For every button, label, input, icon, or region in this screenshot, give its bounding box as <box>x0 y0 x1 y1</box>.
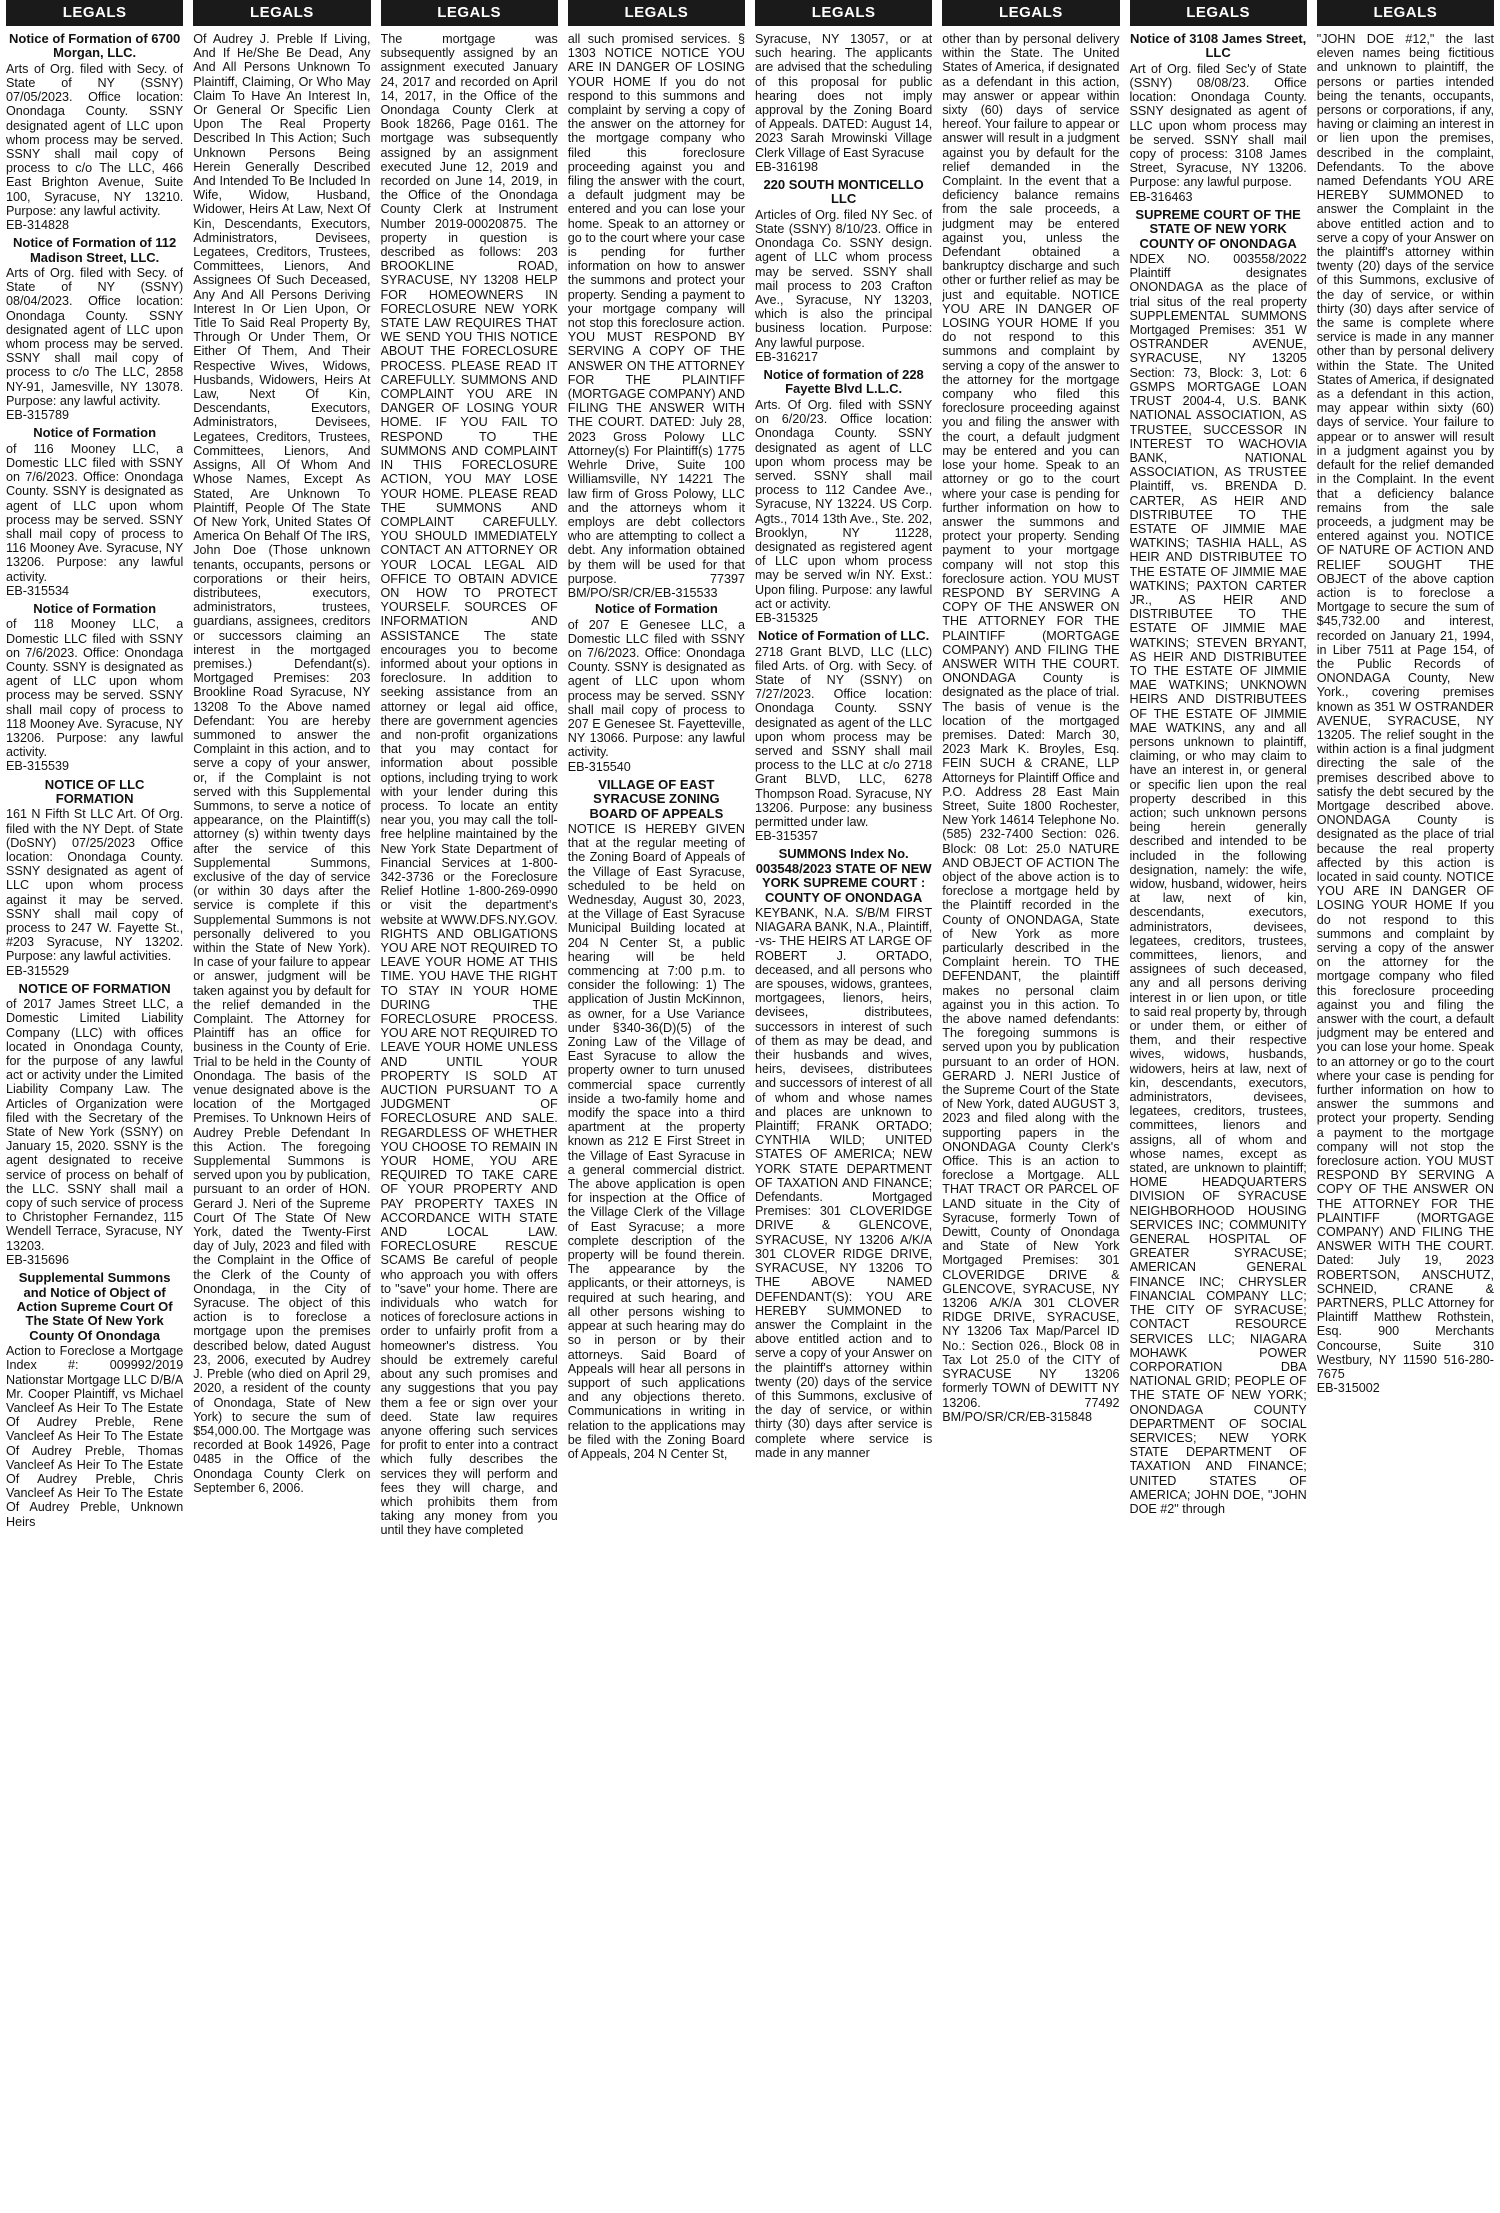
notice-id: EB-316217 <box>755 349 819 364</box>
column-header: LEGALS <box>1130 0 1307 26</box>
notice-id: EB-315357 <box>755 829 819 844</box>
notice-title: Notice of Formation of 6700 Morgan, LLC. <box>9 31 181 61</box>
column-header: LEGALS <box>755 0 932 26</box>
legal-notice <box>568 778 745 1461</box>
legal-notice <box>755 178 932 364</box>
notice-body: Syracuse, NY 13057, or at such hearing. The applicants are advised that the scheduling of this proposal for public hearing does not imply approval by the Zoning Board of Appeals. DATED: August 14, 2023 Sarah Mrowinski Village Clerk Village of East Syracuse <box>755 32 933 160</box>
legal-notice <box>755 32 932 174</box>
notice-list <box>1317 32 1494 1396</box>
notice-id: EB-315696 <box>6 1252 70 1267</box>
notice-body: Of Audrey J. Preble If Living, And If He/She Be Dead, Any And All Persons Unknown To Plaintiff, Claiming, Or Who May Claim To Have An Interest In, Or General Or Specific Lien Upon The Real Property Described In This Action; Such Unknown Persons Being Herein Generally Described And Intended To Be Included In Wife, Widow, Husband, Widower, Heirs At Law, Next Of Kin, Descendants, Executors, Administrators, Devisees, Legatees, Creditors, Trustees, Committees, Lienors, And Assignees Of Such Deceased, Any And All Persons Deriving Interest In Or Lien Upon, Or Title To Said Real Property By, Through Or Under Them, Or Either Of Them, And Their Respective Wives, Widows, Husbands, Widowers, Heirs At Law, Next Of Kin, Descendants, Executors, Administrators, Devisees, Legatees, Creditors, Trustees, Committees, Lienors, And Assigns, All Of Whom And Whose Names, Except As Stated, Are Unknown To Plaintiff, People Of The State Of New York, United States Of America On Behalf Of The IRS, John Doe (Those unknown tenants, occupants, persons or corporations or their heirs, distributees, executors, administrators, trustees, guardians, assignees, creditors or successors claiming an interest in the mortgaged premises.) Defendant(s). Mortgaged Premises: 203 Brookline Road Syracuse, NY 13208 To the Above named Defendant: You are hereby summoned to answer the Complaint in this action, and to serve a copy of your answer, or, if the Complaint is not served with this Supplemental Summons, to serve a notice of appearance, on the Plaintiff(s) attorney (s) within twenty days after the service of this Supplemental Summons, exclusive of the day of service (or within 30 days after the service is complete if this Supplemental Summons is not personally delivered to you within the State of New York). In case of your failure to appear or answer, judgment will be taken against you by default for the relief demanded in the Complaint. The Attorney for Plaintiff has an office for business in the County of Erie. Trial to be held in the County of Onondaga. The basis of the venue designated above is the location of the Mortgaged Premises. To Unknown Heirs of Audrey Preble Defendant In this Action. The foregoing Supplemental Summons is served upon you by publication, pursuant to an order of HON. Gerard J. Neri of the Supreme Court Of The State Of New York, dated the Twenty-First day of July, 2023 and filed with the Complaint in the Office of the Clerk of the County of Onondaga, in the City of Syracuse. The object of this action is to foreclose a mortgage upon the premises described below, dated August 23, 2006, executed by Audrey J. Preble (who died on April 29, 2020, a resident of the county of Onondaga, State of New York) to secure the sum of $54,000.00. The Mortgage was recorded at Book 14926, Page 0485 in the Office of the Onondaga County Clerk on September 6, 2006. <box>193 32 371 1495</box>
notice-id: EB-315529 <box>6 963 70 978</box>
notice-body: Arts of Org. filed with Secy. of State of NY (SSNY) 08/04/2023. Office location: Onondaga County. SSNY designated agent of LLC upon whom process may be served. SSNY shall mail copy of process to c/o The LLC, 2858 NY-91, Jamesville, NY 13078. Purpose: any lawful activity. <box>6 266 184 408</box>
legal-notice <box>755 629 932 843</box>
notice-id: EB-315534 <box>6 583 70 598</box>
notice-title: SUMMONS Index No. 003548/2023 STATE OF NEW YORK SUPREME COURT : COUNTY OF ONONDAGA <box>755 846 932 905</box>
notice-body: Action to Foreclose a Mortgage Index #: 009992/2019 Nationstar Mortgage LLC D/B/A Mr. Cooper Plaintiff, vs Michael Vancleef As Heir To The Estate Of Audrey Preble, Rene Vancleef As Heir To The Estate Of Audrey Preble, Thomas Vancleef As Heir To The Estate Of Audrey Preble, Chris Vancleef As Heir To The Estate Of Audrey Preble, Unknown Heirs <box>6 1344 184 1529</box>
column-header: LEGALS <box>568 0 745 26</box>
notice-title: Notice of Formation <box>594 601 718 617</box>
notice-body: of 116 Mooney LLC, a Domestic LLC filed with SSNY on 7/6/2023. Office: Onondaga County. SSNY is designated as agent of LLC upon whom process may be served. SSNY shall mail copy of process to 116 Mooney Ave. Syracuse, NY 13206. Purpose: any lawful activity. <box>6 441 184 584</box>
notice-body: Arts. Of Org. filed with SSNY on 6/20/23. Office location: Onondaga County. SSNY designated as agent of LLC upon whom process may be served. SSNY shall mail process to 112 Candee Ave., Syracuse, NY 13224. US Corp. Agts., 7014 13th Ave., Ste. 202, Brooklyn, NY 11228, designated as registered agent of LLC upon whom process may be served w/in NY. Exst.: Upon filing. Purpose: any lawful act or activity. <box>755 397 933 611</box>
legal-notice <box>193 32 370 1495</box>
notice-body: of 2017 James Street LLC, a Domestic Limited Liability Company (LLC) with offices located in Onondaga County, for the purpose of any lawful act or activity under the Limited Liability Company Law. The Articles of Organization were filed with the Secretary of the State of New York (SSNY) on January 15, 2020. SSNY is the agent designated to receive service of process on behalf of the LLC. SSNY shall mail a copy of such service of process to Christopher Fernandez, 115 Wendell Terrace, Syracuse, NY 13203. <box>6 997 184 1253</box>
notice-body: The mortgage was subsequently assigned by an assignment executed January 24, 2017 and recorded on April 14, 2017, in the Office of the Onondaga County Clerk at Book 18266, Page 0161. The mortgage was subsequently assigned by an assignment executed June 12, 2019 and recorded on June 14, 2019, in the Office of the Onondaga County Clerk at Instrument Number 2019-00020875. The property in question is described as follows: 203 BROOKLINE ROAD, SYRACUSE, NY 13208 HELP FOR HOMEOWNERS IN FORECLOSURE NEW YORK STATE LAW REQUIRES THAT WE SEND YOU THIS NOTICE ABOUT THE FORECLOSURE PROCESS. PLEASE READ IT CAREFULLY. SUMMONS AND COMPLAINT YOU ARE IN DANGER OF LOSING YOUR HOME. IF YOU FAIL TO RESPOND TO THE SUMMONS AND COMPLAINT IN THIS FORECLOSURE ACTION, YOU MAY LOSE YOUR HOME. PLEASE READ THE SUMMONS AND COMPLAINT CAREFULLY. YOU SHOULD IMMEDIATELY CONTACT AN ATTORNEY OR YOUR LOCAL LEGAL AID OFFICE TO OBTAIN ADVICE ON HOW TO PROTECT YOURSELF. SOURCES OF INFORMATION AND ASSISTANCE The state encourages you to become informed about your options in foreclosure. In addition to seeking assistance from an attorney or legal aid office, there are government agencies and non-profit organizations that you may contact for information about possible options, including trying to work with your lender during this process. To locate an entity near you, you may call the toll-free helpline maintained by the New York State Department of Financial Services at 1-800-342-3736 or the Foreclosure Relief Hotline 1-800-269-0990 or visit the department's website at WWW.DFS.NY.GOV. RIGHTS AND OBLIGATIONS YOU ARE NOT REQUIRED TO LEAVE YOUR HOME AT THIS TIME. YOU HAVE THE RIGHT TO STAY IN YOUR HOME DURING THE FORECLOSURE PROCESS. YOU ARE NOT REQUIRED TO LEAVE YOUR HOME UNLESS AND UNTIL YOUR PROPERTY IS SOLD AT AUCTION PURSUANT TO A JUDGMENT OF FORECLOSURE AND SALE. REGARDLESS OF WHETHER YOU CHOOSE TO REMAIN IN YOUR HOME, YOU ARE REQUIRED TO TAKE CARE OF YOUR PROPERTY AND PAY PROPERTY TAXES IN ACCORDANCE WITH STATE AND LOCAL LAW. FORECLOSURE RESCUE SCAMS Be careful of people who approach you with offers to "save" your home. There are individuals who watch for notices of foreclosure actions in order to unfairly profit from a homeowner's distress. You should be extremely careful about any such promises and any suggestions that you pay them a fee or sign over your deed. State law requires anyone offering such services for profit to enter into a contract which fully describes the services they will perform and fees they will charge, and which prohibits them from taking any money from you until they have completed <box>380 32 558 1538</box>
notice-list <box>1130 32 1307 1516</box>
notice-id: EB-315789 <box>6 408 70 423</box>
notice-title: Notice of formation of 228 Fayette Blvd L.L.C. <box>763 367 924 397</box>
legal-notice <box>6 236 183 422</box>
notice-body: NOTICE IS HEREBY GIVEN that at the regular meeting of the Zoning Board of Appeals of the Village of East Syracuse, scheduled to be held on Wednesday, August 30, 2023, at the Village of East Syracuse Municipal Building located at 204 N Center St, a public hearing will be held commencing at 7:00 p.m. to consider the following: 1) The application of Justin McKinnon, as owner, for a Use Variance under §340-36(D)(5) of the Zoning Law of the Village of East Syracuse to allow the property owner to turn unused commercial space currently inside a two-family home and modify the space into a third apartment at the property known as 212 E First Street in the Village of East Syracuse in a general commercial district. The above application is open for inspection at the Office of the Village Clerk of the Village of East Syracuse; a more complete description of the property will be found therein. The appearance by the applicants, or their attorneys, is required at such hearing, and all other persons wishing to appear at such hearing may do so in person or by their attorneys. Said Board of Appeals will hear all persons in support of such applications and any objections thereto. Communications in writing in relation to the applications may be filed with the Zoning Board of Appeals, 204 N Center St, <box>567 821 745 1461</box>
notice-list <box>755 32 932 1460</box>
legals-column-5 <box>755 0 932 2213</box>
legal-notice <box>1317 32 1494 1396</box>
notice-body: Articles of Org. filed NY Sec. of State (SSNY) 8/10/23. Office in Onondaga Co. SSNY design. agent of LLC whom process may be served. SSNY shall mail process to 203 Crafton Ave., Syracuse, NY 13203, which is also the principal business location. Purpose: Any lawful purpose. <box>755 207 933 350</box>
notice-body: Art of Org. filed Sec'y of State (SSNY) 08/08/23. Office location: Onondaga County. SSNY designated as agent of LLC upon whom process may be served. SSNY shall mail copy of process: 3108 James Street, Syracuse, NY 13206. Purpose: any lawful purpose. <box>1129 61 1307 190</box>
notice-list <box>942 32 1119 1424</box>
notice-id: EB-315539 <box>6 759 70 774</box>
notice-id: EB-315540 <box>567 759 631 774</box>
legal-notice <box>381 32 558 1538</box>
legals-column-7 <box>1130 0 1307 2213</box>
notice-title: 220 SOUTH MONTICELLO LLC <box>763 177 924 207</box>
legal-notice <box>6 426 183 598</box>
notice-title: Notice of Formation <box>33 425 157 441</box>
column-header: LEGALS <box>942 0 1119 26</box>
notice-title: Notice of 3108 James Street, LLC <box>1129 31 1307 61</box>
legals-column-3 <box>381 0 558 2213</box>
notice-list <box>193 32 370 1495</box>
notice-title: NOTICE OF LLC FORMATION <box>44 776 145 806</box>
notice-id: EB-315325 <box>755 610 819 625</box>
notice-id: EB-314828 <box>6 218 70 233</box>
legal-notice <box>942 32 1119 1424</box>
notice-body: of 118 Mooney LLC, a Domestic LLC filed with SSNY on 7/6/2023. Office: Onondaga County. SSNY is designated as agent of LLC upon whom process may be served. SSNY shall mail copy of process to 118 Mooney Ave. Syracuse, NY 13206. Purpose: any lawful activity. <box>6 617 184 760</box>
notice-body: "JOHN DOE #12," the last eleven names being fictitious and unknown to plaintiff, the persons or parties intended being the tenants, occupants, persons or corporations, if any, having or claiming an interest in or lien upon the premises, described in the complaint, Defendants. To the above named Defendants YOU ARE HEREBY SUMMONED to answer the Complaint in the above entitled action and to serve a copy of your Answer on the plaintiff's attorney within twenty (20) days of the service of this Summons, exclusive of the day of service, or within thirty (30) days after service of the same is complete where service is made in any manner other than by personal delivery within the State. The United States of America, if designated as a defendant in this action, may appear within sixty (60) days of service. Your failure to appear or to answer will result in a judgment against you by default for the relief demanded in the Complaint. In the event that a deficiency balance remains from the sale proceeds, a judgment may be entered against you. NOTICE OF NATURE OF ACTION AND RELIEF SOUGHT THE OBJECT of the above caption action is to foreclose a Mortgage to secure the sum of $45,732.00 and interest, recorded on January 21, 1994, in Liber 7511 at Page 154, of the Public Records of ONONDAGA County, New York., covering premises known as 351 W OSTRANDER AVENUE, SYRACUSE, NY 13205. The relief sought in the within action is a final judgment directing the sale of the premises described above to satisfy the debt secured by the Mortgage described above. ONONDAGA County is designated as the place of trial because the real property affected by this action is located in said county. NOTICE YOU ARE IN DANGER OF LOSING YOUR HOME If you do not respond to this summons and complaint by serving a copy of the answer on the attorney for the mortgage company who filed this foreclosure proceeding against you and filing the answer with the court, a default judgment may be entered and you can lose your home. Speak to an attorney or go to the court where your case is pending for further information on how to answer the summons and protect your property. Sending a payment to the mortgage company will not stop the foreclosure action. YOU MUST RESPOND BY SERVING A COPY OF THE ANSWER ON THE ATTORNEY FOR THE PLAINTIFF (MORTGAGE COMPANY) AND FILING THE ANSWER WITH THE COURT. Dated: July 19, 2023 ROBERTSON, ANSCHUTZ, SCHNEID, CRANE & PARTNERS, PLLC Attorney for Plaintiff Matthew Rothstein, Esq. 900 Merchants Concourse, Suite 310 Westbury, NY 11590 516-280-7675 <box>1316 32 1494 1382</box>
notice-title: NOTICE OF FORMATION <box>18 980 171 996</box>
notice-body: other than by personal delivery within the State. The United States of America, if designated as a defendant in this action, may answer or appear within sixty (60) days of service hereof. Your failure to appear or answer will result in a judgment against you by default for the relief demanded in the Complaint. In the event that a deficiency balance remains from the sale proceeds, a judgment may be entered against you, unless the Defendant obtained a bankruptcy discharge and such other or further relief as may be just and equitable. NOTICE YOU ARE IN DANGER OF LOSING YOUR HOME If you do not respond to this summons and complaint by serving a copy of the answer to the attorney for the mortgage company who filed this foreclosure proceeding against you and filing the answer with the court, a default judgment may be entered and you can lose your home. Speak to an attorney or go to the court where your case is pending for further information on how to answer the summons and protect your property. Sending payment to your mortgage company will not stop this foreclosure action. YOU MUST RESPOND BY SERVING A COPY OF THE ANSWER ON THE ATTORNEY FOR THE PLAINTIFF (MORTGAGE COMPANY) AND FILING THE ANSWER WITH THE COURT. ONONDAGA County is designated as the place of trial. The basis of venue is the location of the mortgaged premises. Dated: March 30, 2023 Mark K. Broyles, Esq. FEIN SUCH & CRANE, LLP Attorneys for Plaintiff Office and P.O. Address 28 East Main Street, Suite 1800 Rochester, New York 14614 Telephone No. (585) 232-7400 Section: 026. Block: 08 Lot: 25.0 NATURE AND OBJECT OF ACTION The object of the above action is to foreclose a mortgage held by the Plaintiff recorded in the County of ONONDAGA, State of New York as more particularly described in the Complaint herein. TO THE DEFENDANT, the plaintiff makes no personal claim against you in this action. To the above named defendants: The foregoing summons is served upon you by publication pursuant to an order of HON. GERARD J. NERI Justice of the Supreme Court of the State of New York, dated AUGUST 3, 2023 and filed along with the supporting papers in the ONONDAGA County Clerk's Office. This is an action to foreclose a Mortgage. ALL THAT TRACT OR PARCEL OF LAND situate in the City of Syracuse, formerly Town of Dewitt, County of Onondaga and State of New York Mortgaged Premises: 301 CLOVERIDGE DRIVE & GLENCOVE, SYRACUSE, NY 13206 A/K/A 301 CLOVER RIDGE DRIVE, SYRACUSE, NY 13206 Tax Map/Parcel ID No.: Section 026., Block 08 in Tax Lot 25.0 of the CITY of SYRACUSE NY 13206 formerly TOWN of DEWITT NY 13206. 77492 BM/PO/SR/CR/EB-315848 <box>942 32 1120 1424</box>
legal-notice <box>6 778 183 978</box>
column-header: LEGALS <box>6 0 183 26</box>
notice-body: of 207 E Genesee LLC, a Domestic LLC filed with SSNY on 7/6/2023. Office: Onondaga County. SSNY is designated as agent of LLC upon whom process may be served. SSNY shall mail copy of process to 207 E Genesee St. Fayetteville, NY 13066. Purpose: any lawful activity. <box>567 617 745 760</box>
notice-id: EB-316463 <box>1129 189 1193 204</box>
legal-notice <box>755 368 932 625</box>
notice-title: Notice of Formation of LLC. <box>758 628 930 644</box>
notice-title: SUPREME COURT OF THE STATE OF NEW YORK COUNTY OF ONONDAGA <box>1135 206 1301 251</box>
notice-body: 2718 Grant BLVD, LLC (LLC) filed Arts. of Org. with Secy. of State of NY (SSNY) on 7/27/2023. Office location: Onondaga County. SSNY designated as agent of the LLC upon whom process may be served and SSNY shall mail process to the LLC at c/o 2718 Grant BLVD, LLC, 6278 Thompson Road. Syracuse, NY 13206. Purpose: any business permitted under law. <box>755 644 933 829</box>
legal-notice <box>6 602 183 774</box>
notice-id: EB-316198 <box>755 159 819 174</box>
legal-notice <box>1130 32 1307 204</box>
legal-notice <box>755 847 932 1460</box>
notice-body: 161 N Fifth St LLC Art. Of Org. filed with the NY Dept. of State (DoSNY) 07/25/2023 Office location: Onondaga County. SSNY designated as agent of LLC upon whom process against it may be served. SSNY shall mail copy of process to 247 W. Fayette St., #203 Syracuse, NY 13202. Purpose: any lawful activities. <box>6 807 184 964</box>
legal-notice <box>6 1271 183 1529</box>
notice-list <box>6 32 183 1529</box>
legal-notice <box>568 602 745 774</box>
notice-list <box>381 32 558 1538</box>
notice-title: Notice of Formation <box>33 600 157 616</box>
legals-column-8 <box>1317 0 1494 2213</box>
legals-column-2 <box>193 0 370 2213</box>
notice-body: KEYBANK, N.A. S/B/M FIRST NIAGARA BANK, N.A., Plaintiff, -vs- THE HEIRS AT LARGE OF ROBERT J. ORTADO, deceased, and all persons who are spouses, widows, grantees, mortgagees, lienors, heirs, devisees, distributees, successors in interest of such of them as may be dead, and their husbands and wives, heirs, devisees, distributees and successors of interest of all of whom and whose names and places are unknown to Plaintiff; FRANK ORTADO; CYNTHIA WILD; UNITED STATES OF AMERICA; NEW YORK STATE DEPARTMENT OF TAXATION AND FINANCE; Defendants. Mortgaged Premises: 301 CLOVERIDGE DRIVE & GLENCOVE, SYRACUSE, NY 13206 A/K/A 301 CLOVER RIDGE DRIVE, SYRACUSE, NY 13206 TO THE ABOVE NAMED DEFENDANT(S): YOU ARE HEREBY SUMMONED to answer the Complaint in the above entitled action and to serve a copy of your Answer on the plaintiff's attorney within twenty (20) days of the service of this Summons, exclusive of the day of service, or within thirty (30) days after service is complete where service is made in any manner <box>755 906 933 1460</box>
notice-list <box>568 32 745 1461</box>
column-header: LEGALS <box>193 0 370 26</box>
legals-column-6 <box>942 0 1119 2213</box>
notice-title: VILLAGE OF EAST SYRACUSE ZONING BOARD OF APPEALS <box>589 776 724 821</box>
legal-notice <box>6 982 183 1267</box>
notice-body: NDEX NO. 003558/2022 Plaintiff designates ONONDAGA as the place of trial situs of the real property SUPPLEMENTAL SUMMONS Mortgaged Premises: 351 W OSTRANDER AVENUE, SYRACUSE, NY 13205 Section: 73, Block: 3, Lot: 6 GSMPS MORTGAGE LOAN TRUST 2004-4, U.S. BANK NATIONAL ASSOCIATION, AS TRUSTEE, SUCCESSOR IN INTEREST TO WACHOVIA BANK, NATIONAL ASSOCIATION, AS TRUSTEE Plaintiff, vs. BRENDA D. CARTER, AS HEIR AND DISTRIBUTEE TO THE ESTATE OF JIMMIE MAE WATKINS; TASHIA HALL, AS HEIR AND DISTRIBUTEE TO THE ESTATE OF JIMMIE MAE WATKINS; PAXTON CARTER JR., AS HEIR AND DISTRIBUTEE TO THE ESTATE OF JIMMIE MAE WATKINS; STEVEN BRYANT, AS HEIR AND DISTRIBUTEE TO THE ESTATE OF JIMMIE MAE WATKINS; UNKNOWN HEIRS AND DISTRIBUTEES OF THE ESTATE OF JIMMIE MAE WATKINS, any and all persons unknown to plaintiff, claiming, or who may claim to have an interest in, or general or specific lien upon the real property described in this action; such unknown persons being herein generally described and intended to be included in the following designation, namely: the wife, widow, husband, widower, heirs at law, next of kin, descendants, executors, administrators, devisees, legatees, creditors, trustees, committees, lienors, and assignees of such deceased, any and all persons deriving interest in or lien upon, or title to said real property by, through or under them, or either of them, and their respective wives, widows, husbands, widowers, heirs at law, next of kin, descendants, executors, administrators, devisees, legatees, creditors, trustees, committees, lienors and assigns, all of whom and whose names, except as stated, are unknown to plaintiff; HOME HEADQUARTERS DIVISION OF SYRACUSE NEIGHBORHOOD HOUSING SERVICES INC; COMMUNITY GENERAL HOSPITAL OF GREATER SYRACUSE; AMERICAN GENERAL FINANCE INC; CHRYSLER FINANCIAL COMPANY LLC; THE CITY OF SYRACUSE; CONTACT RESOURCE SERVICES LLC; NIAGARA MOHAWK POWER CORPORATION DBA NATIONAL GRID; PEOPLE OF THE STATE OF NEW YORK; ONONDAGA COUNTY DEPARTMENT OF SOCIAL SERVICES; NEW YORK STATE DEPARTMENT OF TAXATION AND FINANCE; UNITED STATES OF AMERICA; JOHN DOE, "JOHN DOE #2" through <box>1129 252 1307 1516</box>
notice-body: Arts of Org. filed with Secy. of State of NY (SSNY) 07/05/2023. Office location: Onondaga County. SSNY designated agent of LLC upon whom process may be served. SSNY shall mail copy of process to c/o The LLC, 466 East Brighton Avenue, Suite 100, Syracuse, NY 13210. Purpose: any lawful activity. <box>6 61 184 218</box>
notice-id: EB-315002 <box>1316 1381 1380 1396</box>
legal-notice <box>568 32 745 600</box>
notice-title: Supplemental Summons and Notice of Object of Action Supreme Court Of The State Of New York County Of Onondaga <box>16 1270 173 1343</box>
legals-column-1 <box>6 0 183 2213</box>
column-header: LEGALS <box>381 0 558 26</box>
legal-notice <box>1130 208 1307 1516</box>
column-header: LEGALS <box>1317 0 1494 26</box>
notice-body: all such promised services. § 1303 NOTICE NOTICE YOU ARE IN DANGER OF LOSING YOUR HOME If you do not respond to this summons and complaint by serving a copy of the answer on the attorney for the mortgage company who filed this foreclosure proceeding against you and filing the answer with the court, a default judgment may be entered and you can lose your home. Speak to an attorney or go to the court where your case is pending for further information on how to answer the summons and protect your property. Sending a payment to your mortgage company will not stop this foreclosure action. YOU MUST RESPOND BY SERVING A COPY OF THE ANSWER ON THE ATTORNEY FOR THE PLAINTIFF (MORTGAGE COMPANY) AND FILING THE ANSWER WITH THE COURT. DATED: July 28, 2023 Gross Polowy LLC Attorney(s) For Plaintiff(s) 1775 Wehrle Drive, Suite 100 Williamsville, NY 14221 The law firm of Gross Polowy, LLC and the attorneys whom it employs are debt collectors who are attempting to collect a debt. Any information obtained by them will be used for that purpose. 77397 BM/PO/SR/CR/EB-315533 <box>567 32 745 600</box>
legals-column-4 <box>568 0 745 2213</box>
notice-title: Notice of Formation of 112 Madison Street, LLC. <box>13 235 177 265</box>
legal-notice <box>6 32 183 232</box>
